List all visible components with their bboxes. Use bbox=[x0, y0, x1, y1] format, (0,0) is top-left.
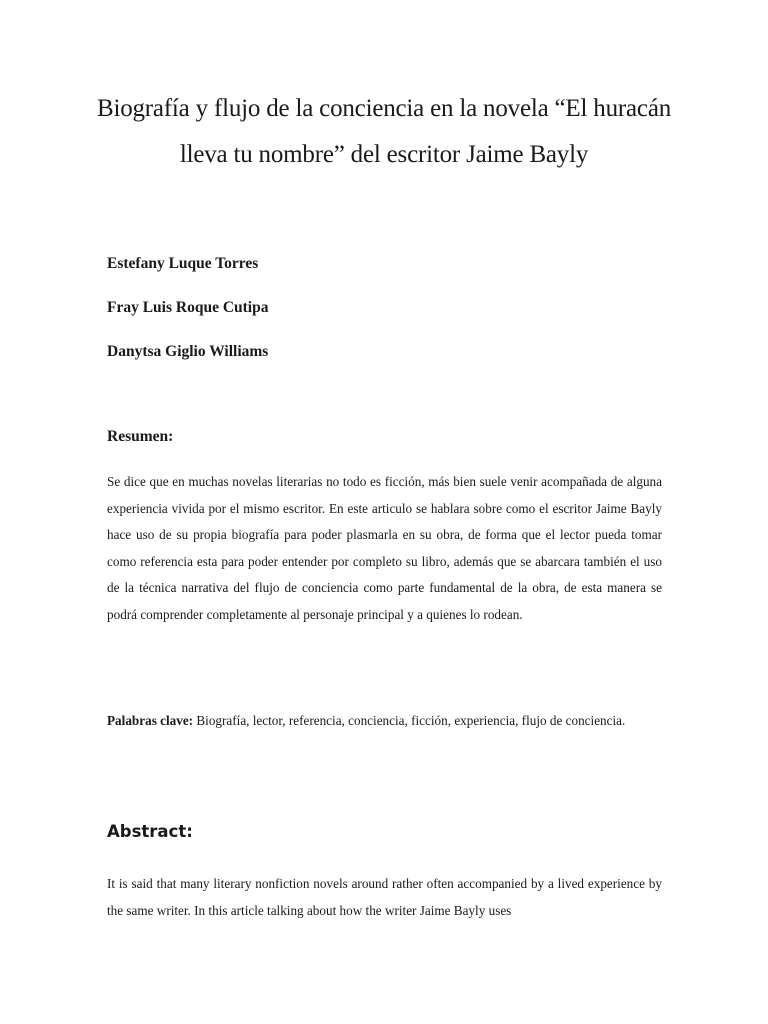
paper-title: Biografía y flujo de la conciencia en la novela “El huracán lleva tu nombre” del escritor Jaime Bayly bbox=[96, 95, 672, 168]
author-list bbox=[107, 250, 269, 382]
resumen-heading: Resumen: bbox=[107, 428, 174, 445]
keywords-paragraph bbox=[107, 708, 662, 735]
abstract-heading: Abstract: bbox=[107, 822, 193, 841]
author-name: Fray Luis Roque Cutipa bbox=[107, 299, 269, 316]
author-name: Danytsa Giglio Williams bbox=[107, 343, 269, 360]
author-name: Estefany Luque Torres bbox=[107, 255, 259, 272]
resumen-paragraph: Se dice que en muchas novelas literarias no todo es ficción, más bien suele venir acompañada de alguna experiencia vivida por el mismo escritor. En este articulo se hablara sobre como el escritor Jaime Bayly hace uso de su propia biografía para poder plasmarla en su obra, de forma que el lector pueda tomar como referencia esta para poder entender por completo su libro, además que se abarcara también el uso de la técnica narrativa del flujo de conciencia como parte fundamental de la obra, de esta manera se podrá comprender completamente al personaje principal y a quienes lo rodean. bbox=[107, 474, 662, 622]
abstract-paragraph: It is said that many literary nonfiction novels around rather often accompanied by a lived experience by the same writer. In this article talking about how the writer Jaime Bayly uses bbox=[107, 876, 662, 918]
keywords-label: Palabras clave: bbox=[107, 713, 194, 728]
keywords-text: Biografía, lector, referencia, conciencia, ficción, experiencia, flujo de conciencia. bbox=[193, 713, 626, 728]
